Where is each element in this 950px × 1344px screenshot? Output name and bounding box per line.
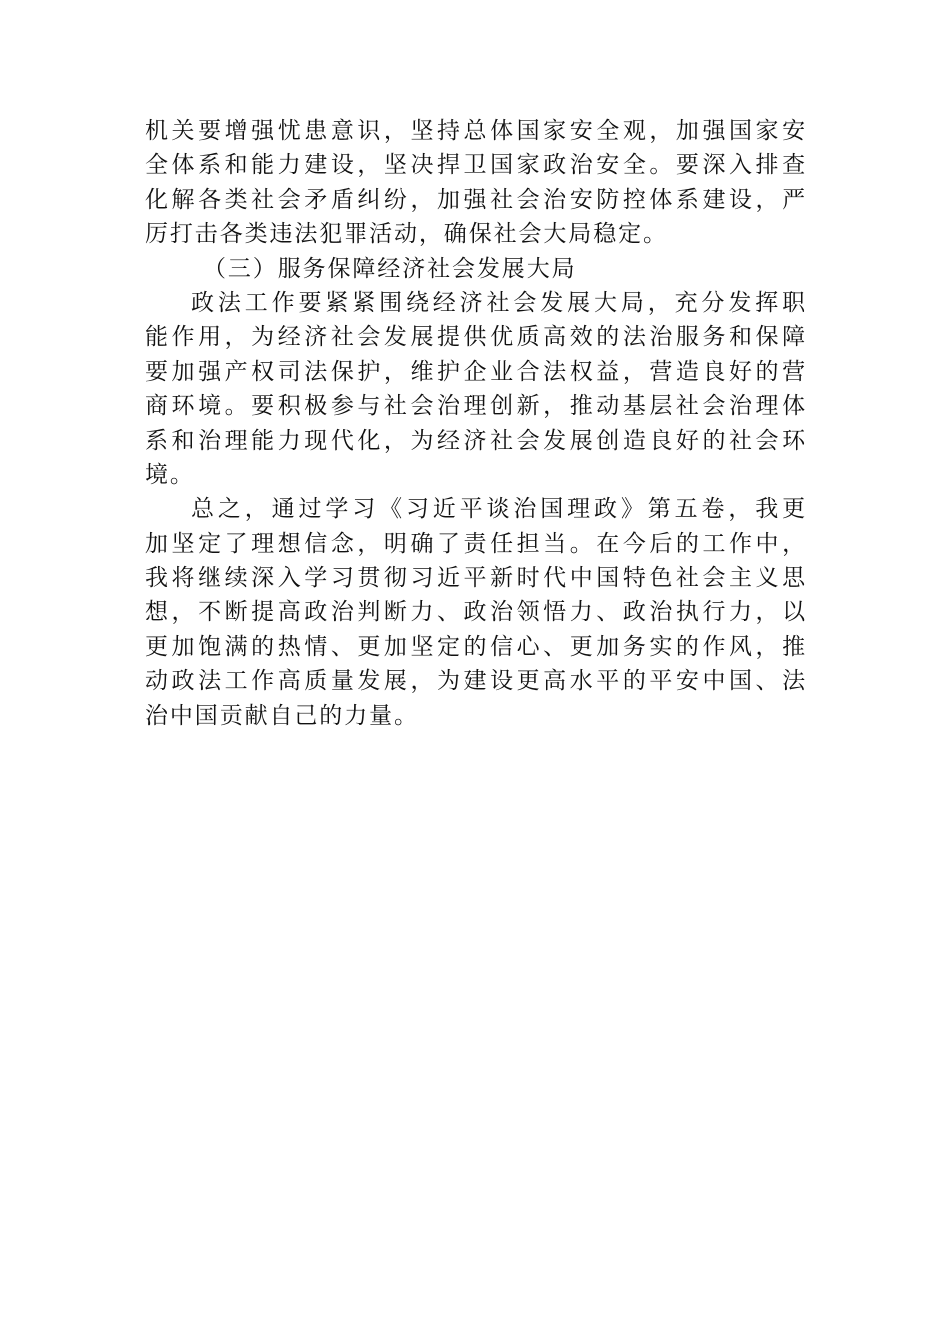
paragraph-2-line-2: 能作用，为经济社会发展提供优质高效的法治服务和保障 [145,324,807,351]
paragraph-3-line-3: 我将继续深入学习贯彻习近平新时代中国特色社会主义思 [145,565,807,592]
document-body [145,114,807,733]
section-heading-3: （三）服务保障经济社会发展大局 [203,255,577,282]
paragraph-2-line-1: 政法工作要紧紧围绕经济社会发展大局，充分发挥职 [191,289,807,316]
paragraph-2-line-3: 要加强产权司法保护，维护企业合法权益，营造良好的营 [145,358,807,385]
paragraph-3-line-7: 治中国贡献自己的力量。 [145,702,419,729]
paragraph-3-line-2: 加坚定了理想信念，明确了责任担当。在今后的工作中， [145,530,807,557]
paragraph-2-line-5: 系和治理能力现代化，为经济社会发展创造良好的社会环 [145,427,807,454]
paragraph-3-line-4: 想，不断提高政治判断力、政治领悟力、政治执行力，以 [145,599,807,626]
paragraph-3-line-6: 动政法工作高质量发展，为建设更高水平的平安中国、法 [145,668,807,695]
paragraph-2 [145,286,807,492]
paragraph-3-line-1: 总之，通过学习《习近平谈治国理政》第五卷，我更 [191,496,807,523]
paragraph-1-line-4: 厉打击各类违法犯罪活动，确保社会大局稳定。 [145,221,668,248]
paragraph-3-line-5: 更加饱满的热情、更加坚定的信心、更加务实的作风，推 [145,633,807,660]
paragraph-1 [145,114,807,252]
paragraph-1-line-2: 全体系和能力建设，坚决捍卫国家政治安全。要深入排查 [145,152,807,179]
paragraph-2-line-4: 商环境。要积极参与社会治理创新，推动基层社会治理体 [145,393,807,420]
paragraph-1-line-3: 化解各类社会矛盾纠纷，加强社会治安防控体系建设，严 [145,186,807,213]
paragraph-1-line-1: 机关要增强忧患意识，坚持总体国家安全观，加强国家安 [145,118,807,144]
paragraph-2-line-6: 境。 [145,461,195,488]
paragraph-3 [145,492,807,733]
